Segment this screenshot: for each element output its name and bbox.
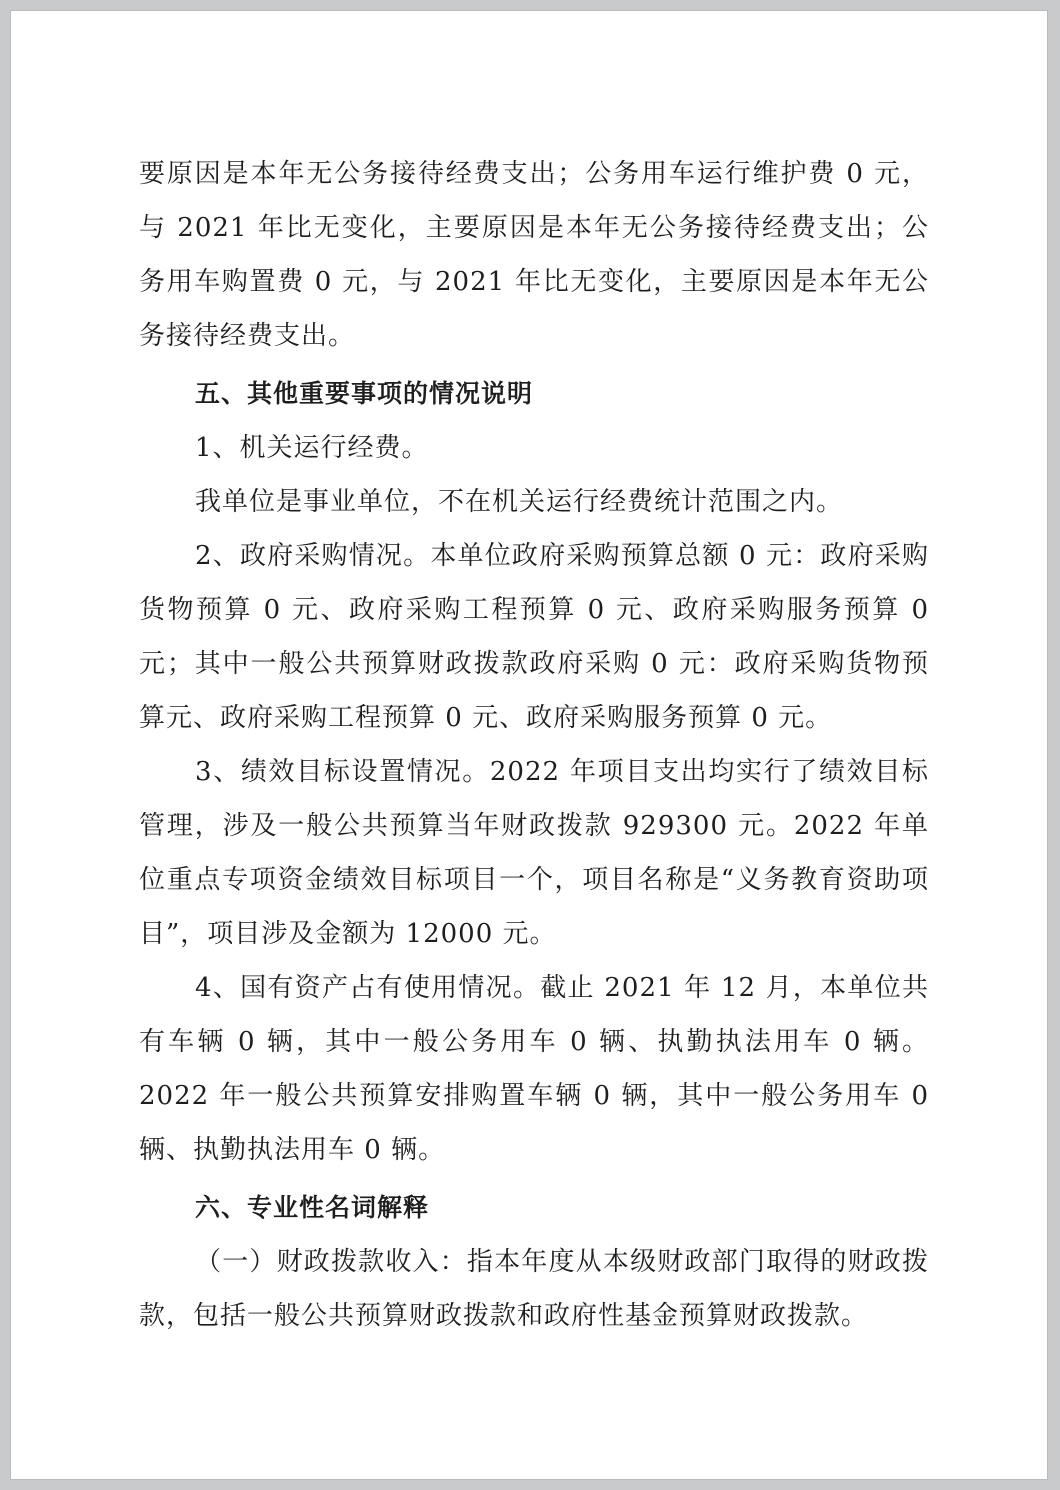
paragraph-operating-costs-title: 1、机关运行经费。 <box>195 433 429 463</box>
document-body <box>139 147 929 1343</box>
paragraph-performance-goals: 3、绩效目标设置情况。2022 年项目支出均实行了绩效目标管理，涉及一般公共预算当年财政拨款 929300 元。2022 年单位重点专项资金绩效目标项目一个，项目名称是“义务教育资助项目”，项目涉及金额为 12000 元。 <box>139 757 929 949</box>
paragraph-fiscal-appropriation: （一）财政拨款收入：指本年度从本级财政部门取得的财政拨款，包括一般公共预算财政拨款和政府性基金预算财政拨款。 <box>139 1247 929 1331</box>
paragraph-state-assets: 4、国有资产占有使用情况。截止 2021 年 12 月，本单位共有车辆 0 辆，其中一般公务用车 0 辆、执勤执法用车 0 辆。2022 年一般公共预算安排购置车辆 0 辆，其中一般公务用车 0 辆、执勤执法用车 0 辆。 <box>139 973 929 1165</box>
paragraph-operating-costs-body: 我单位是事业单位，不在机关运行经费统计范围之内。 <box>195 487 844 517</box>
paragraph-procurement: 2、政府采购情况。本单位政府采购预算总额 0 元：政府采购货物预算 0 元、政府采购工程预算 0 元、政府采购服务预算 0 元；其中一般公共预算财政拨款政府采购 0 元：政府采购货物预算元、政府采购工程预算 0 元、政府采购服务预算 0 元。 <box>139 541 929 733</box>
document-page <box>10 10 1048 1480</box>
section-heading-terms: 六、专业性名词解释 <box>195 1193 430 1222</box>
paragraph-vehicle-costs: 要原因是本年无公务接待经费支出；公务用车运行维护费 0 元，与 2021 年比无变化，主要原因是本年无公务接待经费支出；公务用车购置费 0 元，与 2021 年比无变化，主要原因是本年无公务接待经费支出。 <box>139 159 929 351</box>
section-heading-other-matters: 五、其他重要事项的情况说明 <box>195 379 534 408</box>
